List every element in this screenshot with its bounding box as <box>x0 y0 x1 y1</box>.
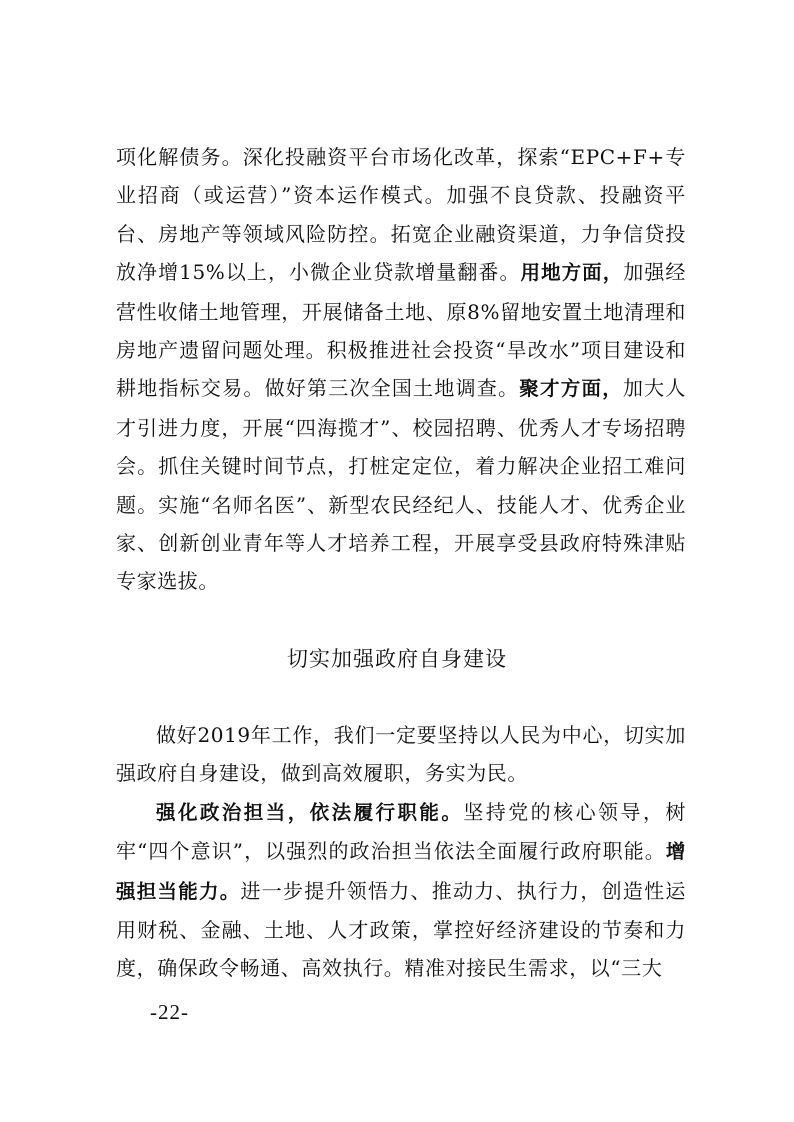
bold-lead-politics: 强化政治担当，依法履行职能。 <box>156 800 464 824</box>
paragraph-text: 坚持党的核心领导，树牢“四个意识”，以强烈的政治担当依法全面履行政府职能。 <box>116 799 686 864</box>
paragraph-text: 进一步提升领悟力、推动力、执行力，创造性运用财税、金融、土地、人才政策，掌控好经济建设的节奏和力度，确保政令畅通、高效执行。精准对接民生需求，以“三大 <box>116 878 686 981</box>
body-paragraph <box>116 793 686 988</box>
body-paragraph-continued <box>116 138 686 601</box>
section-body <box>116 716 686 988</box>
intro-paragraph: 做好2019年工作，我们一定要坚持以人民为中心，切实加强政府自身建设，做到高效履职，务实为民。 <box>116 723 686 786</box>
paragraph-text: 加大人才引进力度，开展“四海揽才”、校园招聘、优秀人才专场招聘会。抓住关键时间节点，打桩定定位，着力解决企业招工难问题。实施“名师名医”、新型农民经纪人、技能人才、优秀企业家、创新创业青年等人才培养工程，开展享受县政府特殊津贴专家选拔。 <box>116 376 686 594</box>
section-heading: 切实加强政府自身建设 <box>287 647 507 671</box>
bold-lead-talent: 聚才方面， <box>519 377 623 401</box>
page-number: -22- <box>150 1000 189 1024</box>
paragraph-text: 项化解债务。深化投融资平台市场化改革，探索“EPC+F+专业招商（或运营）”资本运作模式。加强不良贷款、投融资平台、房地产等领域风险防控。拓宽企业融资渠道，力争信贷投放净增15%以上，小微企业贷款增量翻番。 <box>116 145 686 285</box>
bold-lead-land: 用地方面， <box>520 261 624 285</box>
bold-lead-capacity: 增强担当能力。 <box>116 840 686 903</box>
paragraph-text: 加强经营性收储土地管理，开展储备土地、原8%留地安置土地清理和房地产遗留问题处理。积极推进社会投资“旱改水”项目建设和耕地指标交易。做好第三次全国土地调查。 <box>116 260 686 401</box>
